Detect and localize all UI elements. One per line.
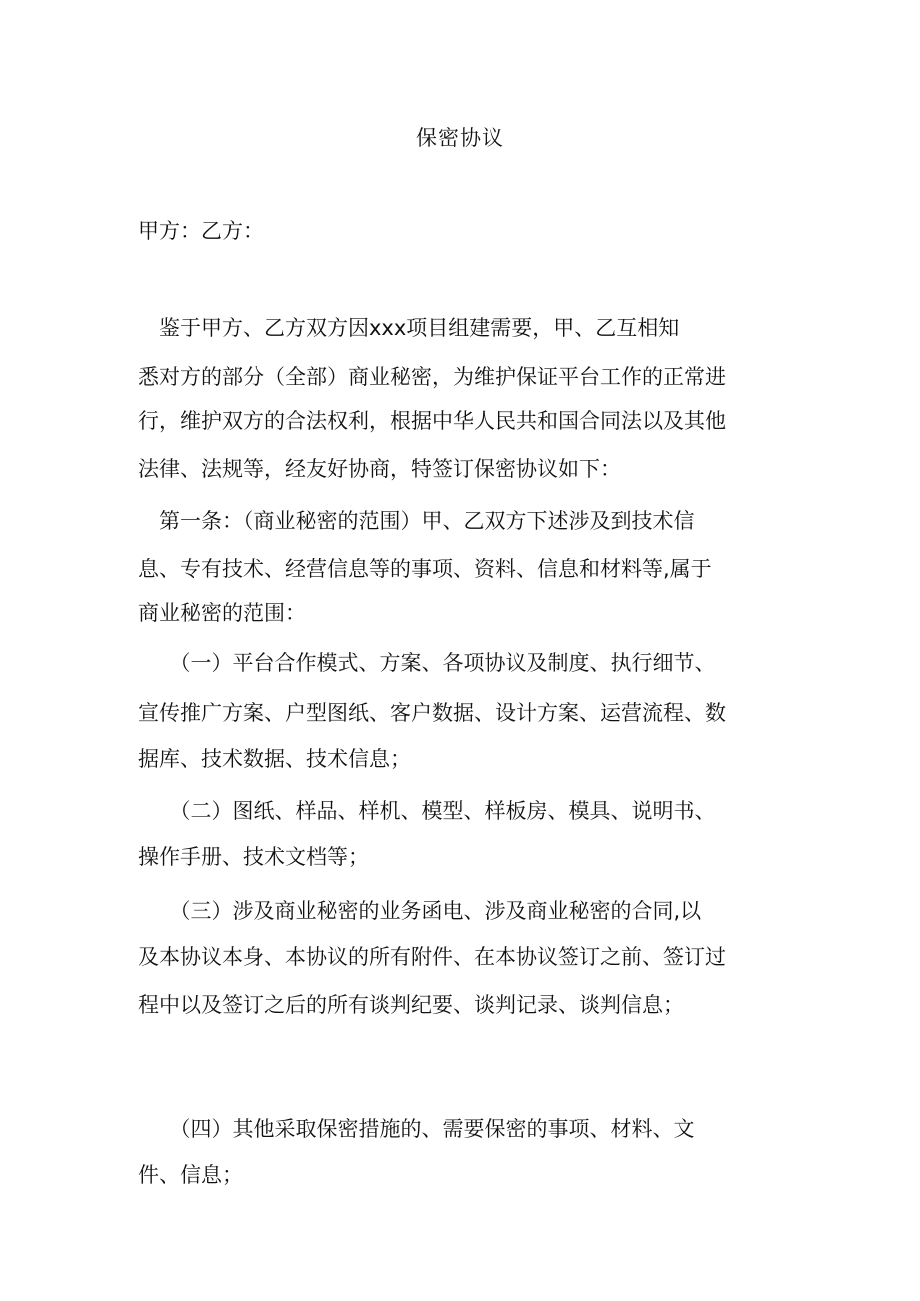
article-line: 第一条：（商业秘密的范围）甲、乙双方下述涉及到技术信 xyxy=(138,509,695,533)
item-line: （三）涉及商业秘密的业务函电、涉及商业秘密的合同,以 xyxy=(138,899,702,923)
preamble-line: 法律、法规等，经友好协商，特签订保密协议如下： xyxy=(138,457,621,481)
item-line: 程中以及签订之后的所有谈判纪要、谈判记录、谈判信息； xyxy=(138,993,684,1017)
document-title: 保密协议 xyxy=(416,126,504,150)
item-line: 宣传推广方案、户型图纸、客户数据、设计方案、运营流程、数 xyxy=(138,701,726,725)
item-line: 及本协议本身、本协议的所有附件、在本协议签订之前、签订过 xyxy=(138,945,726,969)
preamble-line: 悉对方的部分（全部）商业秘密，为维护保证平台工作的正常进 xyxy=(138,365,726,389)
parties-line: 甲方：乙方： xyxy=(138,219,264,243)
article-line: 息、专有技术、经营信息等的事项、资料、信息和材料等,属于 xyxy=(138,557,712,581)
item-line: （一）平台合作模式、方案、各项协议及制度、执行细节、 xyxy=(138,651,716,675)
item-line: （二）图纸、样品、样机、模型、样板房、模具、说明书、 xyxy=(138,799,716,823)
preamble-line: 鉴于甲方、乙方双方因xxx项目组建需要，甲、乙互相知 xyxy=(138,316,680,340)
item-line: 操作手册、技术文档等； xyxy=(138,845,369,869)
item-line: 件、信息； xyxy=(138,1163,243,1187)
article-line: 商业秘密的范围： xyxy=(138,601,306,625)
item-line: 据库、技术数据、技术信息； xyxy=(138,747,411,771)
preamble-line: 行，维护双方的合法权利，根据中华人民共和国合同法以及其他 xyxy=(138,409,726,433)
item-line: （四）其他采取保密措施的、需要保密的事项、材料、文 xyxy=(138,1117,695,1141)
